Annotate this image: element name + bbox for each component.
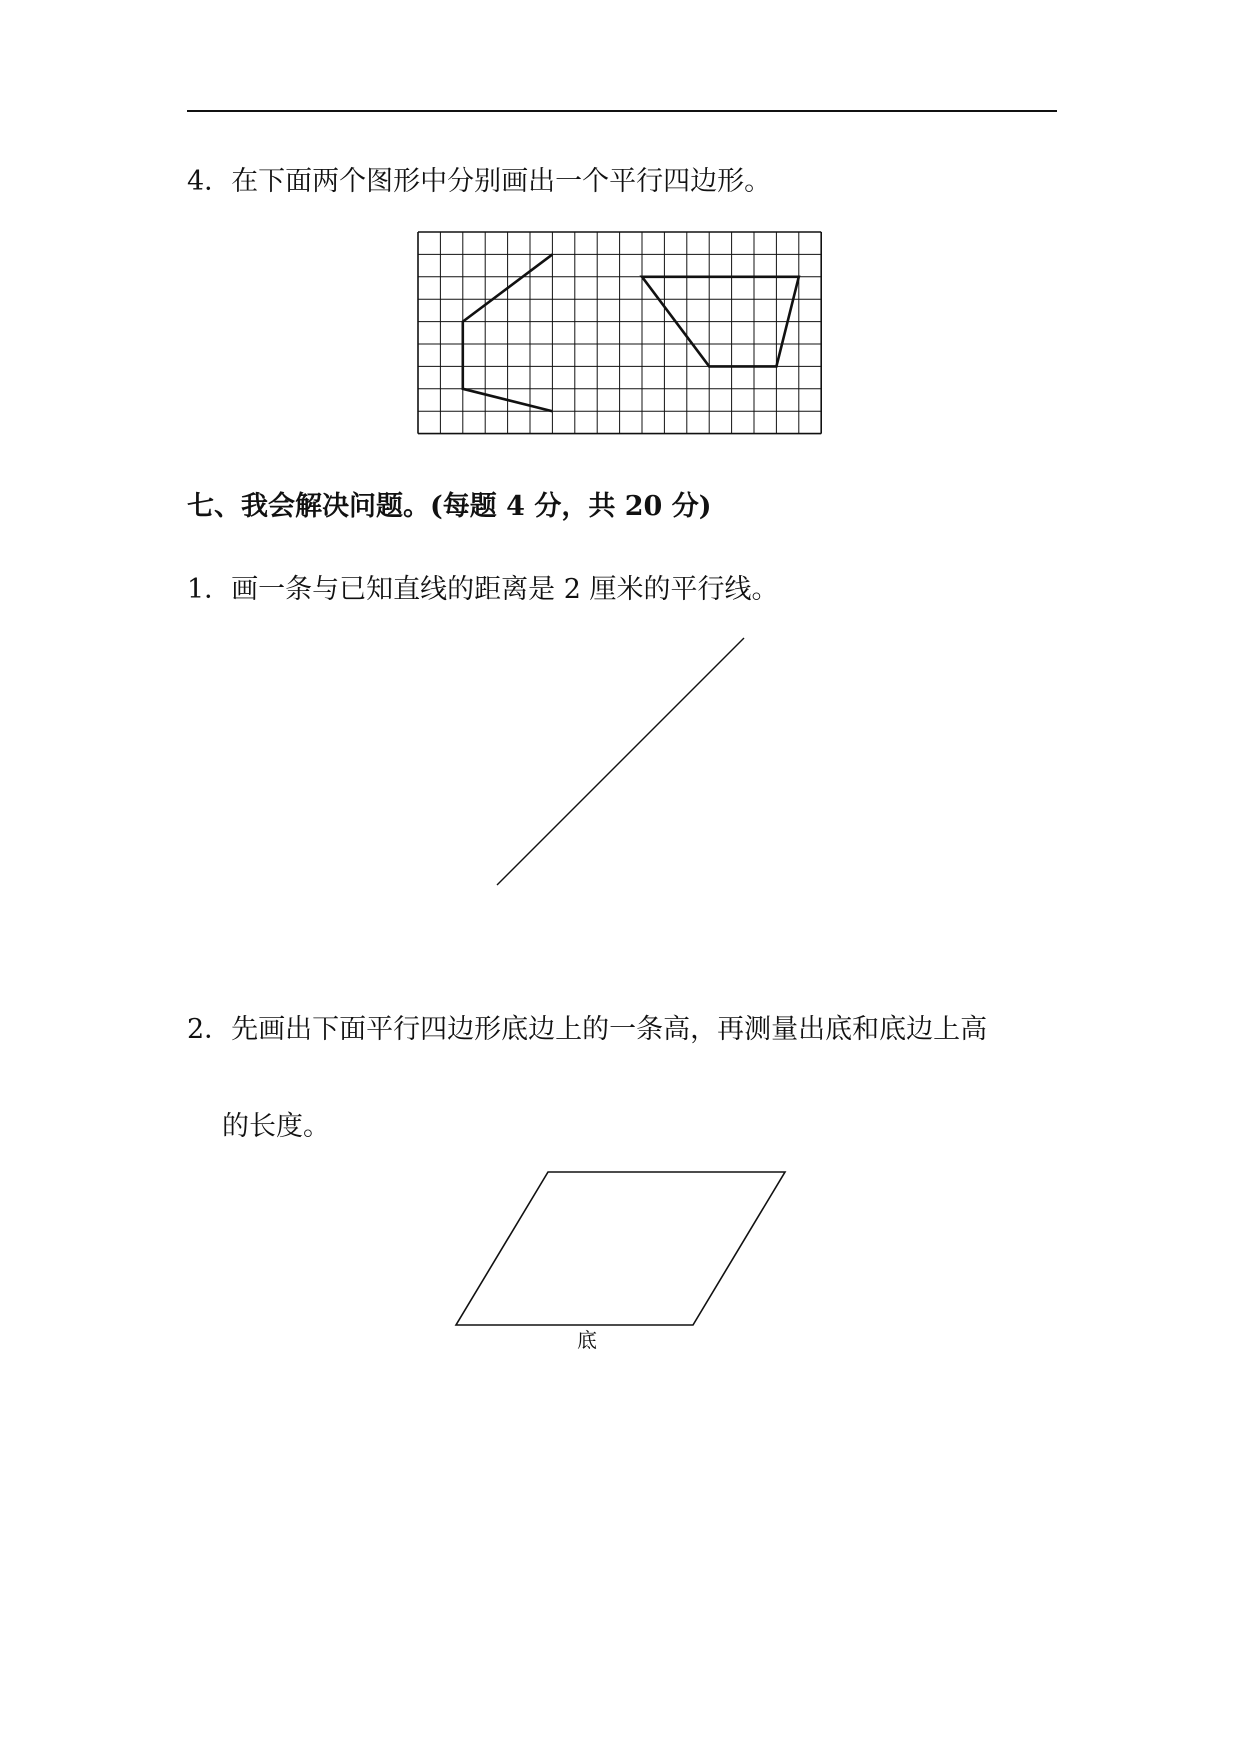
problem-2-text-line1: 2．先画出下面平行四边形底边上的一条高，再测量出底和底边上高 <box>187 1014 988 1045</box>
base-label: 底 <box>577 1328 597 1352</box>
parallelogram <box>456 1172 785 1325</box>
square-grid <box>418 232 821 434</box>
problem-1-text: 1．画一条与已知直线的距离是 2 厘米的平行线。 <box>187 574 779 605</box>
given-line <box>497 638 744 885</box>
section-title: 七、我会解决问题。(每题 4 分，共 20 分) <box>187 491 712 522</box>
problem-2-text-line2: 的长度。 <box>222 1111 330 1142</box>
question-4-text: 4．在下面两个图形中分别画出一个平行四边形。 <box>187 166 772 197</box>
